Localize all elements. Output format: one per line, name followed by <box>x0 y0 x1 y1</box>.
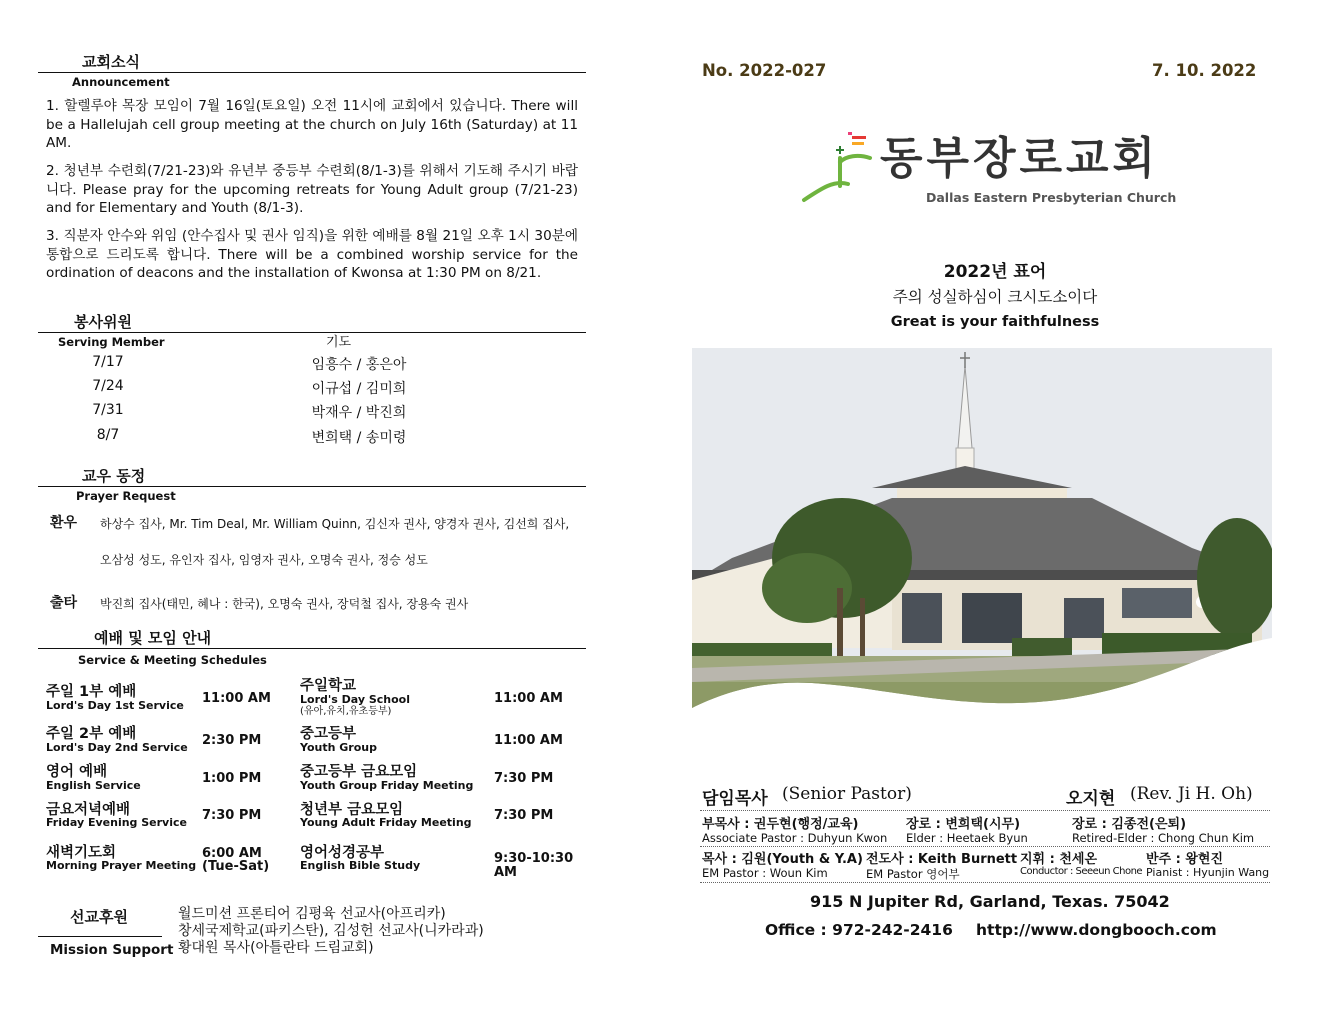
schedule-time: 11:00 AM <box>202 691 271 706</box>
serving-date: 8/7 <box>96 427 120 443</box>
schedule-time: 9:30-10:30 <box>494 851 574 866</box>
schedule-name: 새벽기도회 <box>46 845 117 861</box>
schedule-time: (Tue-Sat) <box>202 859 270 874</box>
staff-role-en: Pianist : Hyunjin Wang <box>1146 866 1270 879</box>
travel-label: 출타 <box>50 595 78 611</box>
staff-name: 장로 : 김종전(은퇴) <box>1072 817 1187 832</box>
church-name-ko: 동부장로교회 <box>880 133 1160 184</box>
serving-date: 7/24 <box>92 378 124 394</box>
schedule-name: 주일학교 <box>300 678 357 694</box>
schedule-time: 6:00 AM <box>202 846 262 861</box>
schedule-name: 주일 1부 예배 <box>46 684 137 700</box>
schedule-name-en: Youth Group <box>300 741 377 754</box>
schedule-name-sub: (유아,유치,유초등부) <box>300 706 392 717</box>
staff-role-en: Conductor : Seeeun Chone <box>1020 866 1143 877</box>
divider <box>38 486 204 487</box>
divider <box>204 486 586 487</box>
schedule-name: 중고등부 <box>300 726 357 742</box>
serving-names: 박재우 / 박진희 <box>311 405 407 421</box>
schedule-title: 예배 및 모임 안내 <box>94 629 212 647</box>
staff-name: 반주 : 왕현진 <box>1146 852 1224 867</box>
schedule-name: 영어 예배 <box>46 764 108 780</box>
staff-role-en: Associate Pastor : Duhyun Kwon <box>702 831 888 845</box>
prayer-subtitle: Prayer Request <box>76 489 176 503</box>
staff-name: 부목사 : 권두현(행정/교육) <box>702 817 859 832</box>
staff-name: 장로 : 변희택(시무) <box>906 817 1021 832</box>
staff-name: 목사 : 김원(Youth & Y.A) <box>702 852 863 867</box>
schedule-name: 중고등부 금요모임 <box>300 764 418 780</box>
schedule-time: 11:00 AM <box>494 733 563 748</box>
issue-date: 7. 10. 2022 <box>1152 61 1257 80</box>
announcement-item: 1. 할렐루야 목장 모임이 7월 16일(토요일) 오전 11시에 교회에서 있습니다. There will be a Hallelujah cell group meeting at the church on July 16th (Saturday) at 11 AM. <box>46 98 578 151</box>
serving-row <box>38 427 586 451</box>
divider <box>38 72 586 73</box>
office-phone: Office : 972-242-2416 <box>765 921 953 939</box>
serving-date: 7/17 <box>92 354 124 370</box>
staff-name: 지휘 : 천세온 <box>1020 852 1098 867</box>
schedule-name-en: English Service <box>46 779 141 792</box>
schedule-name-en: Youth Group Friday Meeting <box>300 779 474 792</box>
schedule-time: 7:30 PM <box>494 771 554 786</box>
motto-en: Great is your faithfulness <box>890 314 1100 330</box>
sick-list: 하상수 집사, Mr. Tim Deal, Mr. William Quinn, 김신자 권사, 양경자 권사, 김선희 집사, <box>100 517 570 531</box>
serving-title: 봉사위원 <box>74 313 132 331</box>
schedule-time: 7:30 PM <box>202 808 262 823</box>
church-building-image <box>692 348 1272 732</box>
staff-name: 전도사 : Keith Burnett <box>866 852 1018 867</box>
cross-logo-icon <box>800 128 882 212</box>
staff-role-en: EM Pastor : Woun Kim <box>702 866 828 880</box>
serving-column-header: 기도 <box>326 335 352 350</box>
schedule-time: 11:00 AM <box>494 691 563 706</box>
motto-ko: 주의 성실하심이 크시도소이다 <box>892 288 1098 306</box>
mission-item: 월드미션 프론티어 김평육 선교사(아프리카) <box>178 906 446 922</box>
announcement-item: 2. 청년부 수련회(7/21-23)와 유년부 중등부 수련회(8/1-3)를 위해서 기도해 주시기 바랍니다. Please pray for the upcoming retreats for Young Adult group (7/21-23) and for Elementary and Youth (8/1-3). <box>46 163 578 216</box>
divider <box>38 936 162 937</box>
divider <box>38 332 178 333</box>
schedule-name-en: Lord's Day 2nd Service <box>46 741 188 754</box>
senior-pastor-name-en: (Rev. Ji H. Oh) <box>1130 784 1253 804</box>
serving-subtitle: Serving Member <box>58 335 165 349</box>
schedule-name: 주일 2부 예배 <box>46 726 137 742</box>
church-website[interactable]: http://www.dongbooch.com <box>976 921 1217 939</box>
serving-names: 임흥수 / 홍은아 <box>311 357 407 373</box>
divider <box>700 846 1270 847</box>
divider <box>700 810 1270 811</box>
church-name-en: Dallas Eastern Presbyterian Church <box>926 190 1177 205</box>
travel-list: 박진희 집사(태민, 혜나 : 한국), 오명숙 권사, 장덕철 집사, 장용숙 권사 <box>100 597 469 611</box>
divider <box>700 882 1270 883</box>
schedule-time: 1:00 PM <box>202 771 262 786</box>
schedule-name: 청년부 금요모임 <box>300 802 404 818</box>
staff-role-en: EM Pastor 영어부 <box>866 867 960 881</box>
serving-row <box>38 378 586 402</box>
announcement-item: 3. 직분자 안수와 위임 (안수집사 및 권사 임직)을 위한 예배를 8월 21일 오후 1시 30분에 통합으로 드리도록 합니다. There will be a combined worship service for the ordination of deacons and the installation of Kwonsa at 1:30 PM on 8/21. <box>46 228 578 281</box>
staff-role-en: Retired-Elder : Chong Chun Kim <box>1072 831 1255 845</box>
schedule-name: 영어성경공부 <box>300 845 385 861</box>
senior-pastor-name: 오지현 <box>1066 789 1116 809</box>
issue-number: No. 2022-027 <box>702 61 827 80</box>
schedule-name-en: Morning Prayer Meeting <box>46 859 197 872</box>
senior-pastor-title: 담임목사 <box>702 789 768 809</box>
divider <box>38 648 586 649</box>
church-logo <box>800 128 1180 212</box>
serving-names: 이규섭 / 김미희 <box>311 381 407 397</box>
serving-row <box>38 354 586 378</box>
church-address: 915 N Jupiter Rd, Garland, Texas. 75042 <box>810 892 1170 911</box>
mission-item: 창세국제학교(파키스탄), 김성헌 선교사(니카라과) <box>178 923 484 939</box>
schedule-name-en: Young Adult Friday Meeting <box>300 816 472 829</box>
schedule-time: 2:30 PM <box>202 733 262 748</box>
mission-title: 선교후원 <box>70 908 128 926</box>
prayer-title: 교우 동정 <box>82 467 146 485</box>
divider <box>178 332 586 333</box>
motto-title: 2022년 표어 <box>943 262 1047 282</box>
mission-subtitle: Mission Support <box>50 942 174 958</box>
serving-row <box>38 402 586 426</box>
schedule-name-en: English Bible Study <box>300 859 421 872</box>
schedule-name: 금요저녁예배 <box>46 802 131 818</box>
serving-date: 7/31 <box>92 402 124 418</box>
serving-names: 변희택 / 송미령 <box>311 430 407 446</box>
senior-pastor-title-en: (Senior Pastor) <box>782 784 912 804</box>
announcement-title: 교회소식 <box>82 53 140 71</box>
staff-role-en: Elder : Heetaek Byun <box>906 831 1028 845</box>
sick-list: 오삼성 성도, 유인자 집사, 임영자 권사, 오명숙 권사, 정승 성도 <box>100 553 428 567</box>
schedule-time: 7:30 PM <box>494 808 554 823</box>
announcement-subtitle: Announcement <box>72 75 170 89</box>
schedule-name-en: Lord's Day School <box>300 693 410 706</box>
sick-label: 환우 <box>50 515 78 531</box>
schedule-time: AM <box>494 865 517 880</box>
schedule-name-en: Friday Evening Service <box>46 816 187 829</box>
mission-item: 황대원 목사(아틀란타 드림교회) <box>178 940 374 956</box>
schedule-name-en: Lord's Day 1st Service <box>46 699 184 712</box>
schedule-subtitle: Service & Meeting Schedules <box>78 653 267 667</box>
